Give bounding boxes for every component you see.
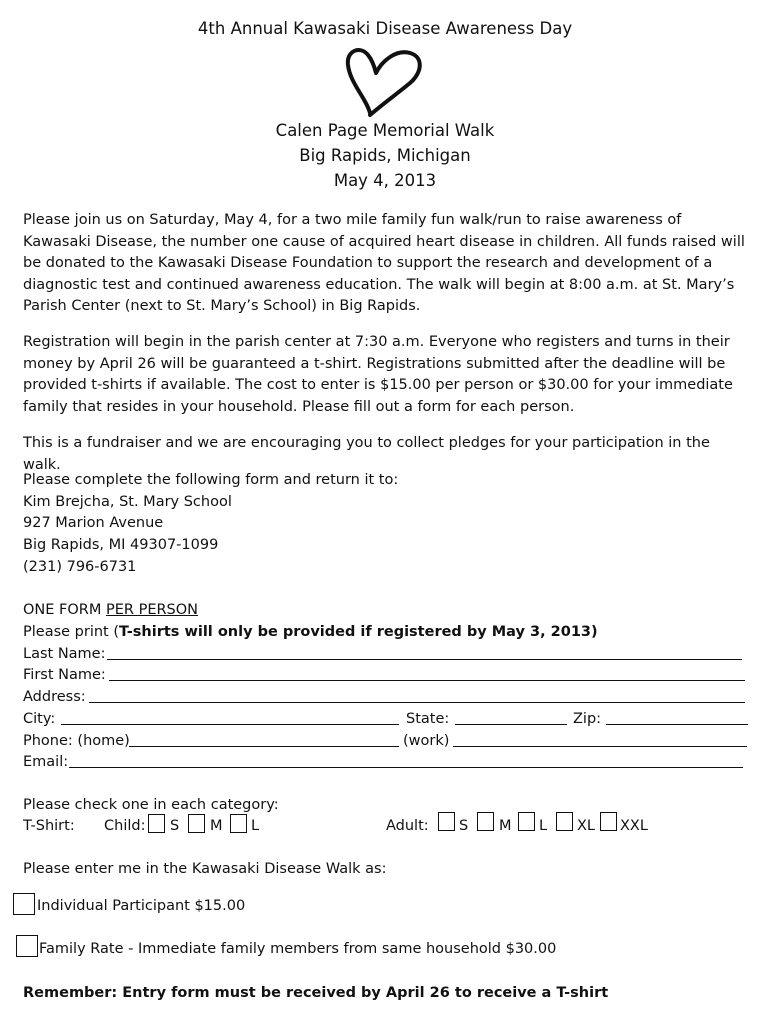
- first-name-blank[interactable]: [109, 665, 745, 681]
- child-size-s-label: S: [170, 818, 180, 834]
- adult-size-xl-label: XL: [577, 818, 596, 834]
- adult-size-xxl-checkbox[interactable]: [600, 812, 617, 831]
- address-blank[interactable]: [89, 687, 745, 703]
- zip-blank[interactable]: [606, 709, 748, 725]
- heart-icon: [340, 43, 430, 121]
- phone-work-blank[interactable]: [453, 731, 747, 747]
- form-heading: [23, 600, 198, 620]
- enter-instruction: Please enter me in the Kawasaki Disease Walk as:: [23, 861, 387, 877]
- adult-size-s-checkbox[interactable]: [438, 812, 455, 831]
- first-name-field[interactable]: [23, 665, 745, 685]
- last-name-blank[interactable]: [107, 644, 742, 660]
- first-name-label: First Name:: [23, 667, 106, 683]
- child-size-l-checkbox[interactable]: [230, 814, 247, 833]
- child-size-s-checkbox[interactable]: [148, 814, 165, 833]
- walk-name: Calen Page Memorial Walk: [275, 121, 495, 140]
- city-label: City:: [23, 711, 56, 727]
- phone-home-blank[interactable]: [129, 731, 399, 747]
- individual-option-label: Individual Participant $15.00: [37, 898, 246, 914]
- email-label: Email:: [23, 754, 69, 770]
- child-size-l-label: L: [251, 818, 260, 834]
- family-option-label: Family Rate - Immediate family members from same household $30.00: [39, 941, 557, 957]
- state-blank[interactable]: [455, 709, 567, 725]
- form-heading-underlined: PER PERSON: [105, 602, 199, 618]
- child-size-m-label: M: [210, 818, 223, 834]
- print-instruction-prefix: Please print (: [23, 624, 119, 640]
- adult-size-xxl-label: XXL: [620, 818, 648, 834]
- adult-size-m-label: M: [499, 818, 512, 834]
- city-blank[interactable]: [61, 709, 399, 725]
- tshirt-deadline-note: T-shirts will only be provided if registered by May 3, 2013): [119, 624, 598, 640]
- city-state-zip-row: [23, 709, 748, 729]
- adult-size-m-checkbox[interactable]: [477, 812, 494, 831]
- adult-size-l-label: L: [539, 818, 548, 834]
- phone-row: [23, 731, 748, 751]
- registration-paragraph: Registration will begin in the parish center at 7:30 a.m. Everyone who registers and turns in their money by April 26 will be guaranteed a t-shirt. Registrations submitted after the deadline will be provided t-shirts if available. The cost to enter is $15.00 per person or $30.00 for your immediate family that resides in your household. Please fill out a form for each person.: [23, 334, 733, 415]
- family-checkbox[interactable]: [16, 935, 38, 957]
- adult-size-l-checkbox[interactable]: [518, 812, 535, 831]
- last-name-field[interactable]: [23, 644, 743, 664]
- adult-label: Adult:: [386, 818, 429, 834]
- walk-date: May 4, 2013: [333, 171, 437, 190]
- contact-city: Big Rapids, MI 49307-1099: [23, 537, 219, 553]
- address-label: Address:: [23, 689, 86, 705]
- child-size-m-checkbox[interactable]: [188, 814, 205, 833]
- last-name-label: Last Name:: [23, 646, 106, 662]
- return-instruction: Please complete the following form and return it to:: [23, 472, 399, 488]
- tshirt-label: T-Shirt:: [23, 818, 75, 834]
- event-title: 4th Annual Kawasaki Disease Awareness Day: [197, 19, 573, 38]
- contact-name: Kim Brejcha, St. Mary School: [23, 494, 232, 510]
- contact-phone: (231) 796-6731: [23, 559, 137, 575]
- intro-paragraph: Please join us on Saturday, May 4, for a two mile family fun walk/run to raise awareness of Kawasaki Disease, the number one cause of acquired heart disease in children. All funds raised will be donated to the Kawasaki Disease Foundation to support the research and development of a diagnostic test and continued awareness education. The walk will begin at 8:00 a.m. at St. Mary’s Parish Center (next to St. Mary’s School) in Big Rapids.: [23, 212, 745, 315]
- phone-home-label: Phone: (home): [23, 733, 130, 749]
- phone-work-label: (work): [403, 733, 450, 749]
- email-blank[interactable]: [69, 752, 743, 768]
- zip-label: Zip:: [573, 711, 602, 727]
- contact-street: 927 Marion Avenue: [23, 515, 164, 531]
- form-heading-prefix: ONE FORM: [23, 602, 106, 618]
- reminder-note: Remember: Entry form must be received by April 26 to receive a T-shirt: [23, 985, 609, 1001]
- child-label: Child:: [104, 818, 146, 834]
- individual-checkbox[interactable]: [13, 893, 35, 915]
- fundraiser-paragraph: This is a fundraiser and we are encouraging you to collect pledges for your participation in the walk.: [23, 435, 710, 473]
- adult-size-xl-checkbox[interactable]: [556, 812, 573, 831]
- walk-location: Big Rapids, Michigan: [299, 146, 471, 165]
- address-field[interactable]: [23, 687, 745, 707]
- print-instruction: [23, 622, 598, 642]
- state-label: State:: [406, 711, 450, 727]
- email-field[interactable]: [23, 752, 743, 772]
- check-instruction: Please check one in each category:: [23, 797, 279, 813]
- adult-size-s-label: S: [459, 818, 469, 834]
